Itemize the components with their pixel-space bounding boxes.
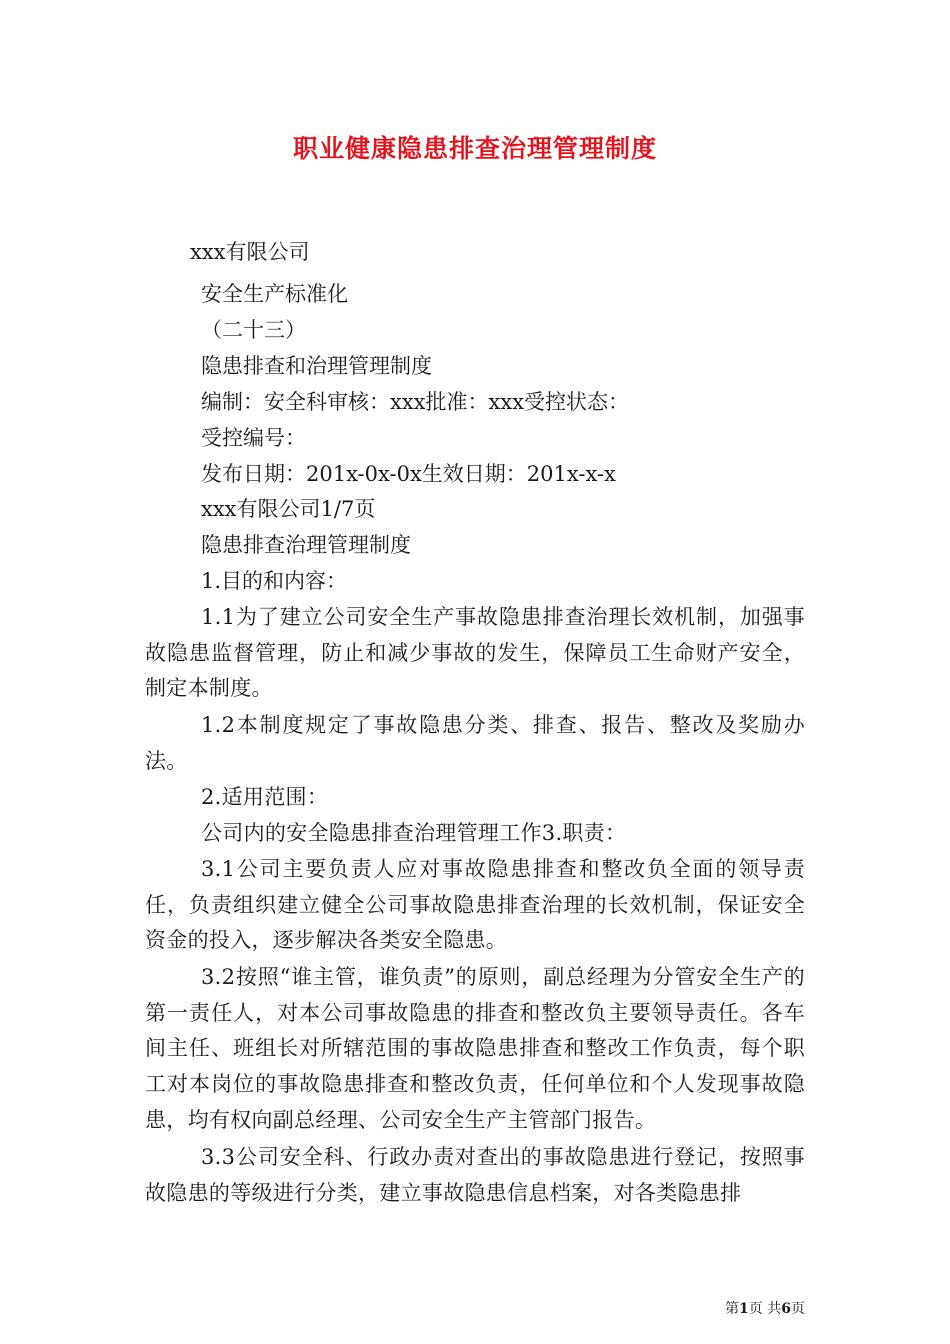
paragraph-1-1: 1.1为了建立公司安全生产事故隐患排查治理长效机制，加强事故隐患监督管理，防止和减少事故的发生，保障员工生命财产安全，制定本制度。 [145,605,805,701]
paragraph-3-1: 3.1公司主要负责人应对事故隐患排查和整改负全面的领导责任，负责组织建立健全公司事故隐患排查治理的长效机制，保证安全资金的投入，逐步解决各类安全隐患。 [145,857,805,953]
heading-scope: 2.适用范围： [201,785,329,809]
section-number-line: （二十三） [201,318,306,342]
page-footer [725,1300,805,1318]
paragraph-3-3: 3.3公司安全科、行政办责对查出的事故隐患进行登记，按照事故隐患的等级进行分类，建立事故隐患信息档案，对各类隐患排 [145,1145,805,1205]
company-page-line: xxx有限公司1/7页 [201,497,376,521]
footer-suffix: 页 [790,1301,805,1317]
footer-total-pages: 6 [781,1301,791,1317]
system-name-line: 隐患排查和治理管理制度 [201,354,432,378]
section-title-line: 隐患排查治理管理制度 [201,533,411,557]
paragraph-1-2: 1.2本制度规定了事故隐患分类、排查、报告、整改及奖励办法。 [145,713,805,773]
control-number-line: 受控编号： [201,426,306,450]
footer-prefix: 第 [725,1301,739,1317]
standardization-line: 安全生产标准化 [201,282,348,306]
company-name-line: xxx有限公司 [190,240,310,264]
paragraph-3-2: 3.2按照“谁主管，谁负责”的原则，副总经理为分管安全生产的第一责任人，对本公司事故隐患的排查和整改负主要领导责任。各车间主任、班组长对所辖范围的事故隐患排查和整改工作负责，每个职工对本岗位的事故隐患排查和整改负责，任何单位和个人发现事故隐患，均有权向副总经理、公司安全生产主管部门报告。 [145,965,805,1132]
document-title: 职业健康隐患排查治理管理制度 [292,134,657,163]
heading-purpose: 1.目的和内容： [201,569,348,593]
paragraph-scope: 公司内的安全隐患排查治理管理工作3.职责： [201,821,627,845]
footer-current-page: 1 [739,1301,749,1317]
dates-line: 发布日期：201x-0x-0x生效日期：201x-x-x [201,462,616,486]
approval-line: 编制：安全科审核：xxx批准：xxx受控状态： [201,390,630,414]
footer-middle: 页 共 [748,1301,782,1317]
